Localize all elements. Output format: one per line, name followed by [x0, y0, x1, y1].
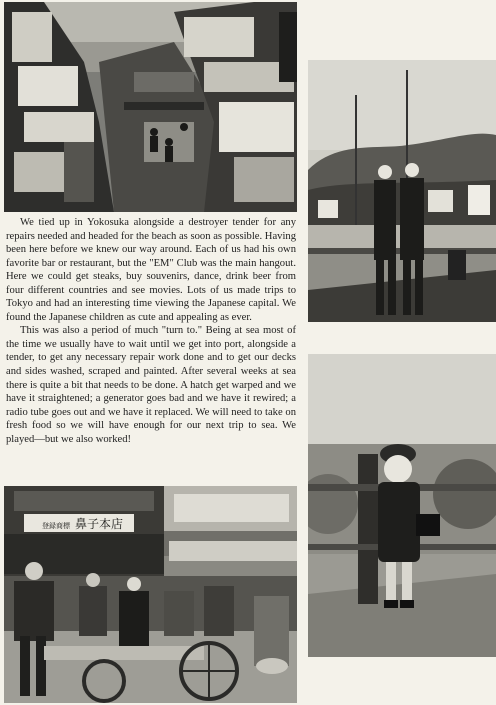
- photo-japanese-child: [308, 354, 496, 657]
- article-paragraph: This was also a period of much "turn to." Being at sea most of the time we usually have to wait until we get into port, alongside a tender, to get any necessary repair work done and to get our decks and sides washed, scraped and painted. After several weeks at sea there is quite a bit that needs to be done. A hatch get warped and we have it straightened; a generator goes bad and we have it rewired; a radio tube goes out and we have it replaced. We will need to take on fresh food so we will have enough for our next trip to sea. We played—but we also worked!: [6, 325, 296, 445]
- article-text: [6, 216, 296, 446]
- photo-destroyers-alongside-tender: [4, 2, 297, 212]
- shop-sign-small-text: 登録商標: [42, 522, 70, 530]
- article-paragraph: We tied up in Yokosuka alongside a destroyer tender for any repairs needed and headed for the beach as soon as possible. Having been here before we knew our way around. Each of us had his own favorite bar or restaurant, but the "EM" Club was the main hangout. Here we could get steaks, buy souvenirs, dance, drink beer from four different countries and see movies. Lots of us made trips to Tokyo and had an interesting time viewing the Japanese capital. We found the Japanese children as cute and appealing as ever.: [6, 217, 296, 323]
- photo-sailors-on-bridge: [308, 60, 496, 322]
- photo-japanese-street-scene: [4, 486, 297, 703]
- shop-sign-text: 鼻子本店: [74, 517, 124, 531]
